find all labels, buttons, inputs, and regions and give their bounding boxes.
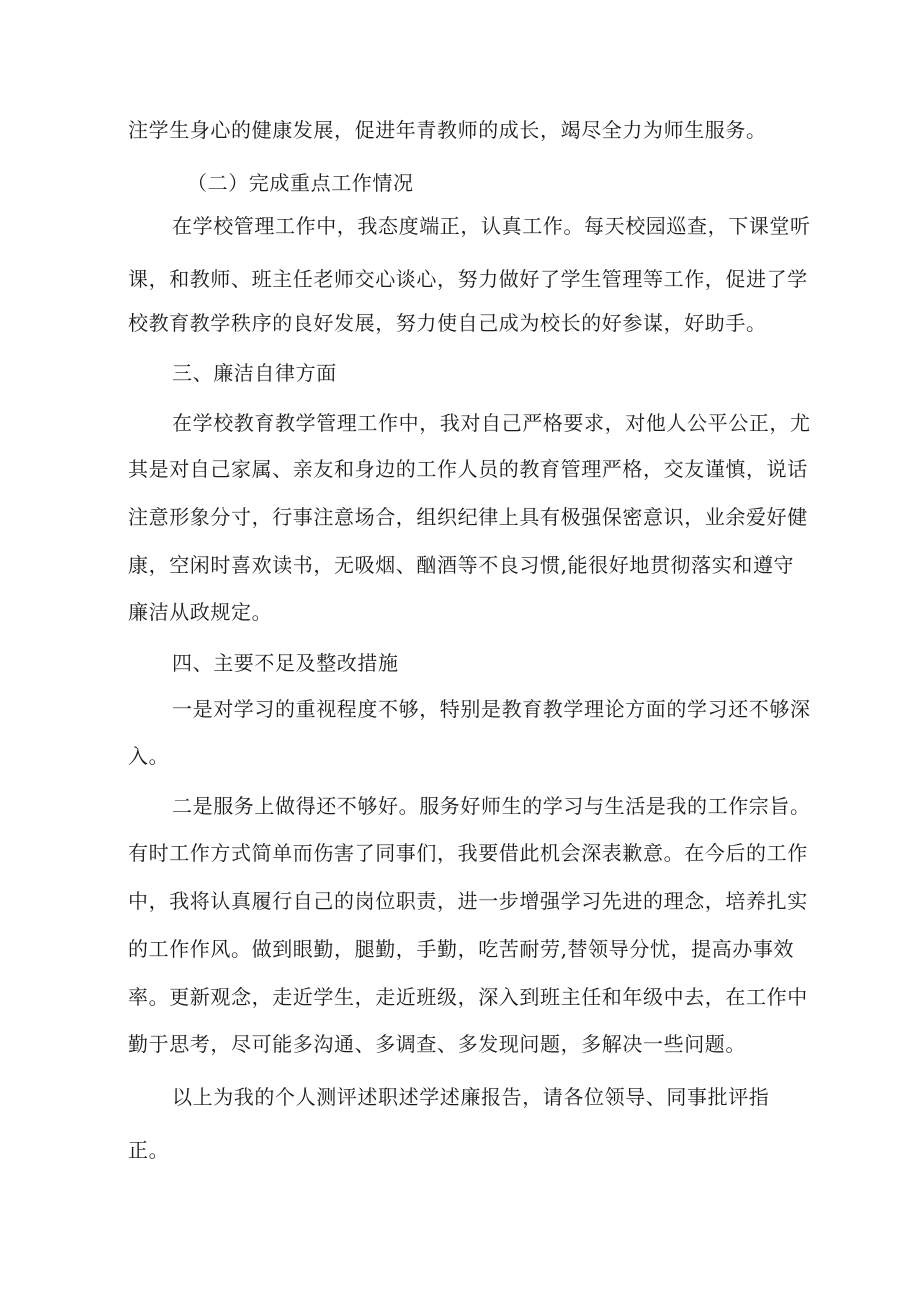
text-line-3: 在学校管理工作中，我态度端正，认真工作。每天校园巡查，下课堂听 — [172, 214, 811, 238]
text-line-20: 勤于思考，尽可能多沟通、多调查、多发现问题，多解决一些问题。 — [128, 1032, 746, 1056]
text-line-7: 在学校教育教学管理工作中，我对自己严格要求，对他人公平公正，尤 — [172, 411, 811, 435]
text-line-4: 课，和教师、班主任老师交心谈心，努力做好了学生管理等工作，促进了学 — [128, 267, 808, 291]
section-heading-2: （二）完成重点工作情况 — [187, 171, 414, 195]
text-line-8: 其是对自己家属、亲友和身边的工作人员的教育管理严格，交友谨慎，说话 — [128, 457, 808, 481]
closing-line-2: 正。 — [128, 1138, 170, 1162]
text-line-15: 二是服务上做得还不够好。服务好师生的学习与生活是我的工作宗旨。 — [172, 794, 811, 818]
text-line-10: 康，空闲时喜欢读书，无吸烟、酗酒等不良习惯,能很好地贯彻落实和遵守 — [128, 553, 795, 577]
text-line-11: 廉洁从政规定。 — [128, 600, 273, 624]
text-line-1: 注学生身心的健康发展，促进年青教师的成长，竭尽全力为师生服务。 — [128, 118, 767, 142]
section-heading-3: 三、廉洁自律方面 — [172, 361, 337, 385]
text-line-17: 中，我将认真履行自己的岗位职责，进一步增强学习先进的理念，培养扎实 — [128, 889, 808, 913]
section-heading-4: 四、主要不足及整改措施 — [172, 651, 399, 675]
closing-line-1: 以上为我的个人测评述职述学述廉报告，请各位领导、同事批评指 — [172, 1085, 770, 1109]
text-line-9: 注意形象分寸，行事注意场合，组织纪律上具有极强保密意识，业余爱好健 — [128, 505, 808, 529]
text-line-18: 的工作作风。做到眼勤，腿勤，手勤，吃苦耐劳,替领导分忧，提高办事效 — [128, 937, 795, 961]
text-line-13: 一是对学习的重视程度不够，特别是教育教学理论方面的学习还不够深 — [172, 697, 811, 721]
text-line-14: 入。 — [128, 744, 170, 768]
text-line-19: 率。更新观念，走近学生，走近班级，深入到班主任和年级中去，在工作中 — [128, 985, 808, 1009]
text-line-16: 有时工作方式简单而伤害了同事们，我要借此机会深表歉意。在今后的工作 — [128, 841, 808, 865]
text-line-5: 校教育教学秩序的良好发展，努力使自己成为校长的好参谋，好助手。 — [128, 311, 767, 335]
